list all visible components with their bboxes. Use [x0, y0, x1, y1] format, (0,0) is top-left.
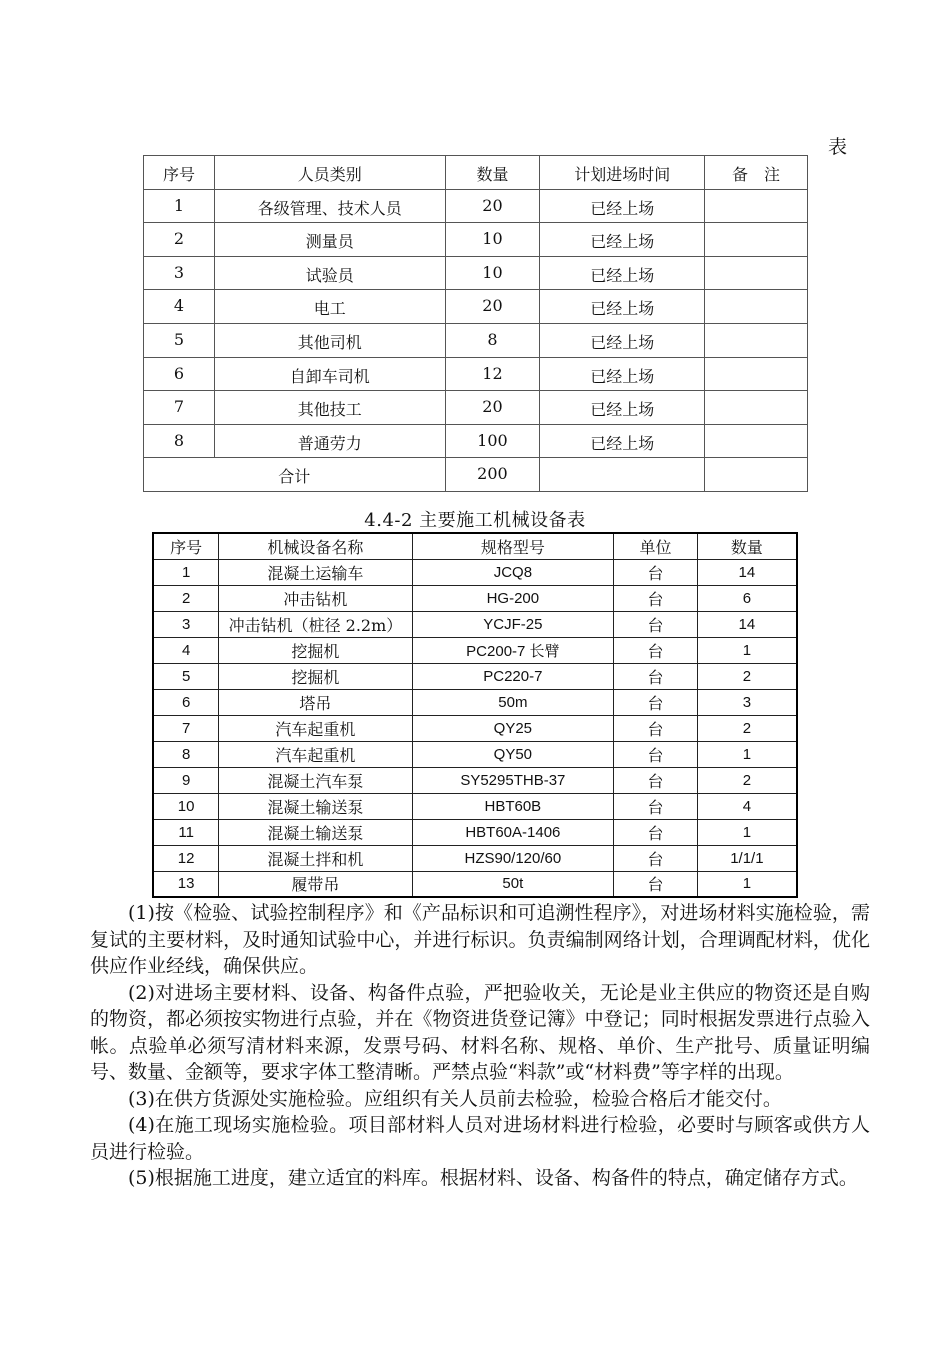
header-cell: 数量 — [445, 156, 540, 190]
table-cell: 台 — [614, 871, 698, 897]
table-cell: 台 — [614, 637, 698, 663]
table-cell: 5 — [144, 323, 215, 357]
table-cell: 50t — [412, 871, 614, 897]
table-cell: 已经上场 — [540, 223, 705, 257]
table-cell: 14 — [697, 559, 797, 585]
table-cell: 台 — [614, 663, 698, 689]
table-cell: 12 — [445, 357, 540, 391]
table-cell: 台 — [614, 611, 698, 637]
table-cell: HBT60A-1406 — [412, 819, 614, 845]
machinery-table-body — [153, 559, 797, 897]
table-row — [153, 637, 797, 663]
paragraph: (5)根据施工进度，建立适宜的料库。根据材料、设备、构备件的特点，确定储存方式。 — [128, 1167, 858, 1189]
table-cell: 测量员 — [214, 223, 445, 257]
table-cell: 其他技工 — [214, 391, 445, 425]
table-cell: 已经上场 — [540, 323, 705, 357]
table-cell: 2 — [697, 663, 797, 689]
machinery-table — [152, 532, 798, 898]
table-row — [144, 323, 808, 357]
table-cell: 4 — [153, 637, 219, 663]
table-cell — [705, 256, 808, 290]
table-cell — [705, 391, 808, 425]
header-cell: 备 注 — [705, 156, 808, 190]
table-cell: 台 — [614, 793, 698, 819]
table-cell: 已经上场 — [540, 290, 705, 324]
table-cell: JCQ8 — [412, 559, 614, 585]
table-cell: 100 — [445, 424, 540, 458]
table-cell: 试验员 — [214, 256, 445, 290]
table-cell: 冲击钻机（桩径 2.2m） — [219, 611, 412, 637]
table-cell — [705, 189, 808, 223]
table-row — [153, 819, 797, 845]
table-cell: 20 — [445, 391, 540, 425]
table-cell: 挖掘机 — [219, 663, 412, 689]
table-cell — [705, 323, 808, 357]
table-cell: 2 — [697, 767, 797, 793]
table-cell: 9 — [153, 767, 219, 793]
header-cell: 序号 — [144, 156, 215, 190]
table-cell: 已经上场 — [540, 391, 705, 425]
table-row — [144, 424, 808, 458]
table-cell: 1 — [697, 871, 797, 897]
table-cell: 1 — [697, 819, 797, 845]
table-cell: HG-200 — [412, 585, 614, 611]
header-cell: 单位 — [614, 533, 698, 559]
table-cell — [705, 424, 808, 458]
table-cell: 已经上场 — [540, 256, 705, 290]
table-cell: 已经上场 — [540, 424, 705, 458]
table-cell: 1/1/1 — [697, 845, 797, 871]
table-cell: 台 — [614, 767, 698, 793]
table-cell: 12 — [153, 845, 219, 871]
table-cell: 5 — [153, 663, 219, 689]
table-cell: 台 — [614, 689, 698, 715]
table-cell: 4 — [144, 290, 215, 324]
table-cell: 10 — [445, 223, 540, 257]
table-row — [153, 559, 797, 585]
table-row — [144, 189, 808, 223]
table-cell: 台 — [614, 715, 698, 741]
table-total-row — [144, 458, 808, 492]
table-cell: PC220-7 — [412, 663, 614, 689]
table-cell: 10 — [153, 793, 219, 819]
table-header-row — [144, 156, 808, 190]
table-row — [144, 290, 808, 324]
table-cell: 混凝土拌和机 — [219, 845, 412, 871]
table-cell: 3 — [697, 689, 797, 715]
table-cell: 7 — [153, 715, 219, 741]
table-cell: 8 — [144, 424, 215, 458]
header-cell: 计划进场时间 — [540, 156, 705, 190]
table-cell: 10 — [445, 256, 540, 290]
table-cell: 汽车起重机 — [219, 741, 412, 767]
table-cell: 汽车起重机 — [219, 715, 412, 741]
paragraph: (2)对进场主要材料、设备、构备件点验，严把验收关，无论是业主供应的物资还是自购的物资，都必须按实物进行点验，并在《物资进货登记簿》中登记；同时根据发票进行点验入帐。点验单必须写清材料来源，发票号码、材料名称、规格、单价、生产批号、质量证明编号、数量、金额等，要求字体工整清晰。严禁点验“料款”或“材料费”等字样的出现。 — [90, 981, 870, 1083]
table-row — [153, 689, 797, 715]
table-cell: 冲击钻机 — [219, 585, 412, 611]
page-corner-label: 表 — [828, 136, 848, 158]
table-cell: 14 — [697, 611, 797, 637]
personnel-table — [143, 155, 808, 492]
table-cell: 台 — [614, 559, 698, 585]
header-cell: 规格型号 — [412, 533, 614, 559]
paragraph: (1)按《检验、试验控制程序》和《产品标识和可追溯性程序》，对进场材料实施检验，需复试的主要材料，及时通知试验中心，并进行标识。负责编制网络计划，合理调配材料，优化供应作业经线，确保供应。 — [90, 902, 870, 977]
table-cell: 1 — [697, 741, 797, 767]
table-cell: 混凝土输送泵 — [219, 819, 412, 845]
table-cell: 混凝土汽车泵 — [219, 767, 412, 793]
table-cell: 50m — [412, 689, 614, 715]
table-cell: HZS90/120/60 — [412, 845, 614, 871]
table-cell: 普通劳力 — [214, 424, 445, 458]
table-row — [153, 715, 797, 741]
table-cell: 1 — [144, 189, 215, 223]
table-row — [153, 611, 797, 637]
table-row — [144, 256, 808, 290]
table-cell: YCJF-25 — [412, 611, 614, 637]
table-cell: 4 — [697, 793, 797, 819]
table-cell: 各级管理、技术人员 — [214, 189, 445, 223]
table-cell: 1 — [697, 637, 797, 663]
table-row — [153, 793, 797, 819]
table-cell: 7 — [144, 391, 215, 425]
table-cell: 6 — [697, 585, 797, 611]
table-cell: 2 — [144, 223, 215, 257]
table-cell: 塔吊 — [219, 689, 412, 715]
table-row — [153, 845, 797, 871]
table-row — [153, 663, 797, 689]
personnel-table-body — [144, 189, 808, 458]
table-cell — [540, 458, 705, 492]
header-cell: 数量 — [697, 533, 797, 559]
table-cell — [705, 223, 808, 257]
table-cell: 混凝土输送泵 — [219, 793, 412, 819]
table-cell: 20 — [445, 290, 540, 324]
table-cell: 8 — [445, 323, 540, 357]
total-label: 合计 — [144, 458, 446, 492]
table-cell: 20 — [445, 189, 540, 223]
table-cell: 13 — [153, 871, 219, 897]
table-cell: 1 — [153, 559, 219, 585]
total-value: 200 — [445, 458, 540, 492]
header-cell: 人员类别 — [214, 156, 445, 190]
table-row — [153, 741, 797, 767]
table-cell: 6 — [153, 689, 219, 715]
table-cell: 8 — [153, 741, 219, 767]
table-cell: 台 — [614, 741, 698, 767]
machinery-table-caption: 4.4-2 主要施工机械设备表 — [364, 510, 586, 531]
table-cell: QY25 — [412, 715, 614, 741]
table-cell — [705, 357, 808, 391]
table-cell: 电工 — [214, 290, 445, 324]
table-header-row — [153, 533, 797, 559]
table-cell: 3 — [153, 611, 219, 637]
table-cell: 混凝土运输车 — [219, 559, 412, 585]
paragraph: (3)在供方货源处实施检验。应组织有关人员前去检验，检验合格后才能交付。 — [128, 1087, 782, 1110]
table-cell: 6 — [144, 357, 215, 391]
table-cell — [705, 458, 808, 492]
table-cell: QY50 — [412, 741, 614, 767]
table-cell: 履带吊 — [219, 871, 412, 897]
body-text — [90, 900, 870, 1192]
table-cell: 已经上场 — [540, 189, 705, 223]
paragraph: (4)在施工现场实施检验。项目部材料人员对进场材料进行检验，必要时与顾客或供方人员进行检验。 — [90, 1114, 870, 1163]
table-cell: 2 — [153, 585, 219, 611]
table-cell: 台 — [614, 585, 698, 611]
table-cell: 其他司机 — [214, 323, 445, 357]
table-row — [153, 585, 797, 611]
table-cell: 台 — [614, 819, 698, 845]
table-cell: HBT60B — [412, 793, 614, 819]
table-cell: PC200-7 长臂 — [412, 637, 614, 663]
table-cell — [705, 290, 808, 324]
table-cell: 2 — [697, 715, 797, 741]
table-row — [144, 223, 808, 257]
table-cell: 自卸车司机 — [214, 357, 445, 391]
table-cell: 挖掘机 — [219, 637, 412, 663]
table-row — [153, 871, 797, 897]
table-cell: 3 — [144, 256, 215, 290]
table-cell: 已经上场 — [540, 357, 705, 391]
table-row — [144, 391, 808, 425]
table-cell: 台 — [614, 845, 698, 871]
table-cell: 11 — [153, 819, 219, 845]
header-cell: 序号 — [153, 533, 219, 559]
table-row — [153, 767, 797, 793]
table-row — [144, 357, 808, 391]
table-cell: SY5295THB-37 — [412, 767, 614, 793]
header-cell: 机械设备名称 — [219, 533, 412, 559]
